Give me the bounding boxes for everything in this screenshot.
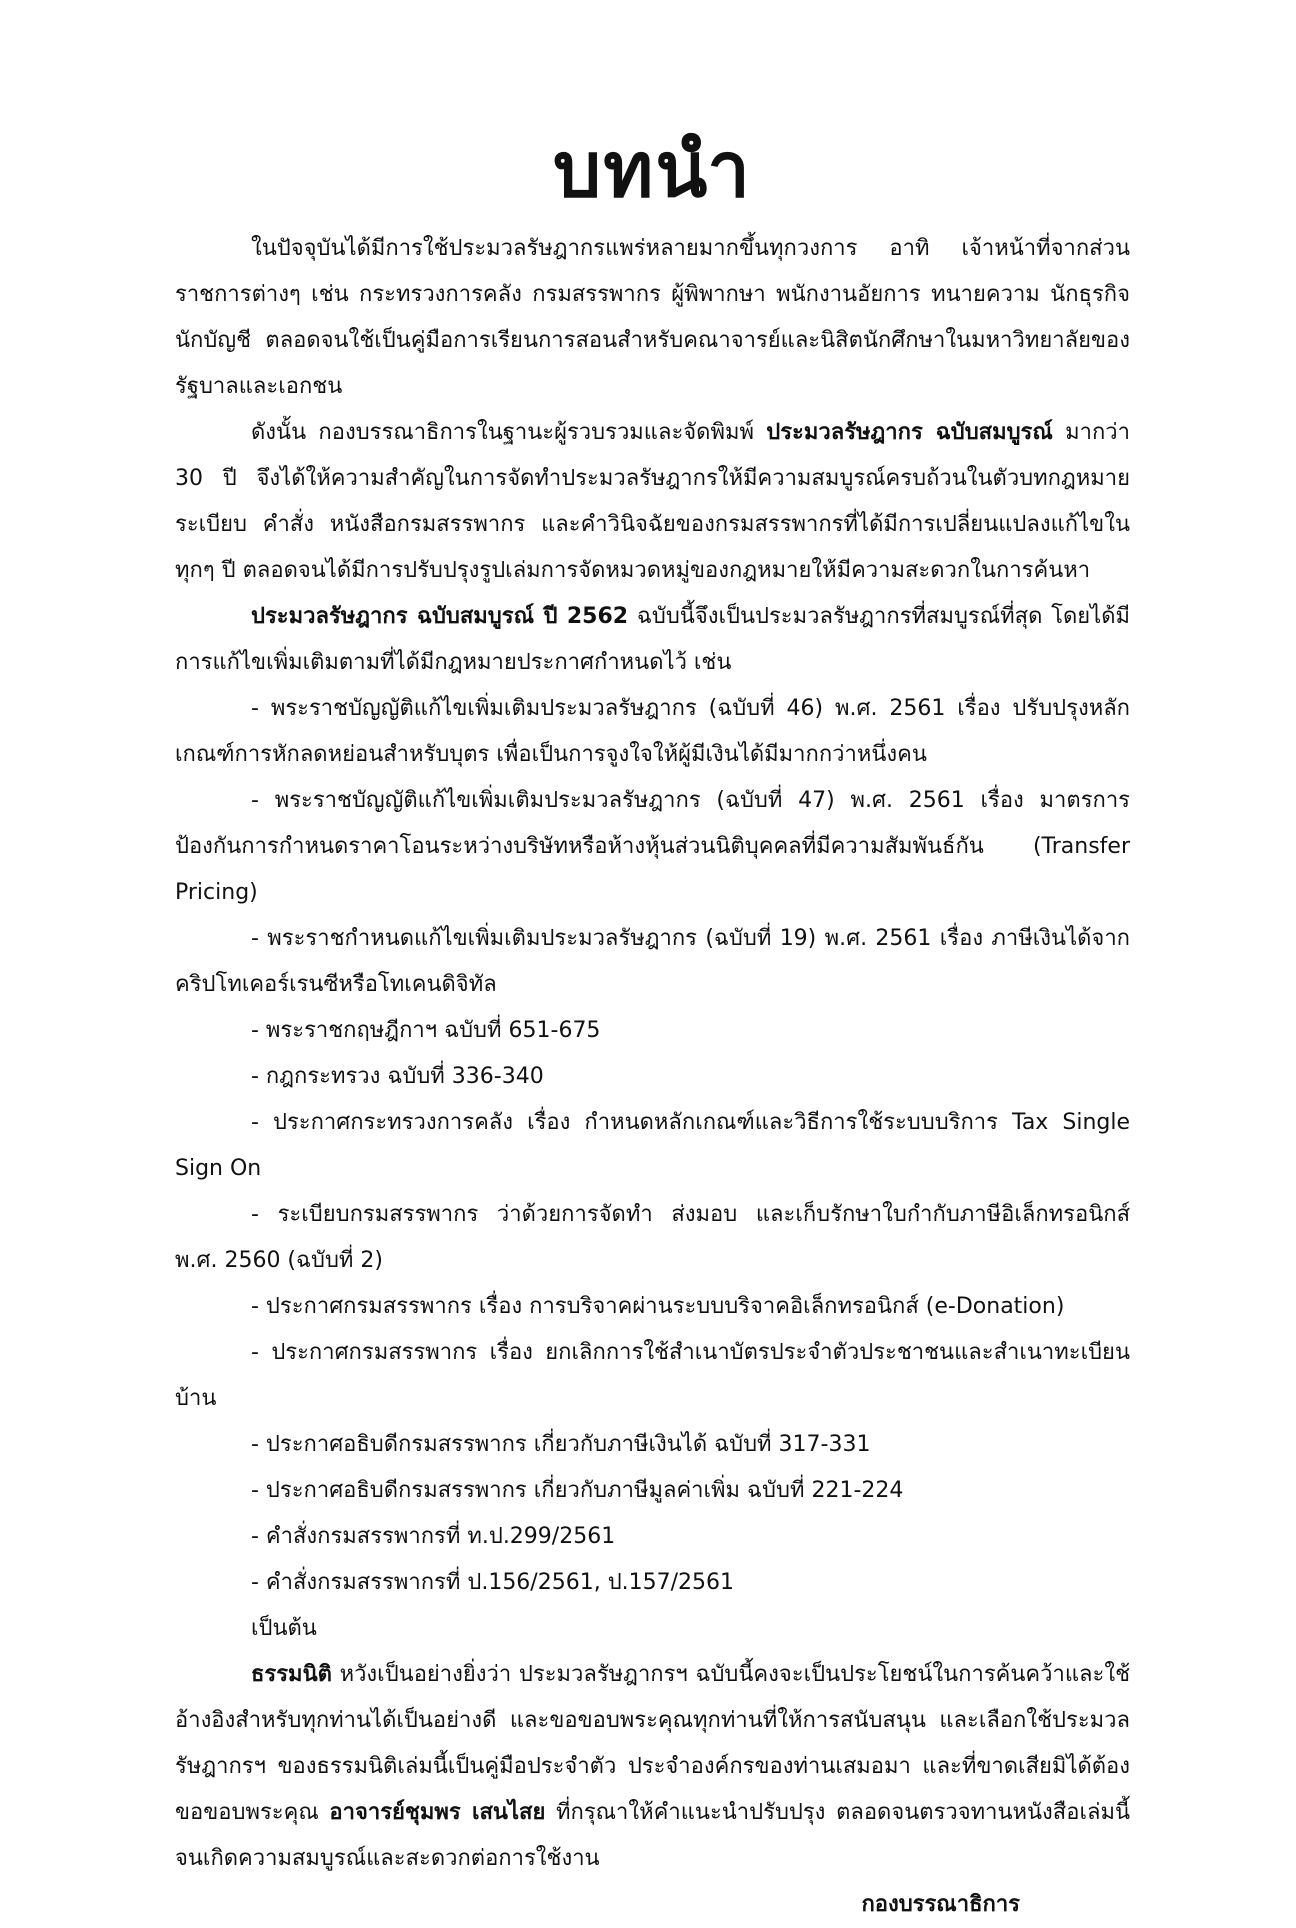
list-item: - กฎกระทรวง ฉบับที่ 336-340 <box>251 1064 544 1089</box>
list-item: - พระราชกำหนดแก้ไขเพิ่มเติมประมวลรัษฎากร (ฉบับที่ 19) พ.ศ. 2561 เรื่อง ภาษีเงินได้จากคริปโทเคอร์เรนซีหรือโทเคนดิจิทัล <box>175 926 1130 997</box>
thanks-post: ที่กรุณาให้คำแนะนำปรับปรุง ตลอดจนตรวจทานหนังสือเล่มนี้จนเกิดความสมบูรณ์และสะดวกต่อการใช้งาน <box>175 1800 1130 1871</box>
editorial-paragraph <box>175 410 1130 594</box>
etc-text: เป็นต้น <box>251 1616 317 1641</box>
edition-post: ฉบับนี้จึงเป็นประมวลรัษฎากรที่สมบูรณ์ที่สุด โดยได้มีการแก้ไขเพิ่มเติมตามที่ได้มีกฎหมายประกาศกำหนดไว้ เช่น <box>175 604 1130 675</box>
list-item: - คำสั่งกรมสรรพากรที่ ป.156/2561, ป.157/2561 <box>251 1570 735 1595</box>
intro-paragraph: ในปัจจุบันได้มีการใช้ประมวลรัษฎากรแพร่หลายมากขึ้นทุกวงการ อาทิ เจ้าหน้าที่จากส่วนราชการต่างๆ เช่น กระทรวงการคลัง กรมสรรพากร ผู้พิพากษา พนักงานอัยการ ทนายความ นักธุรกิจ นักบัญชี ตลอดจนใช้เป็นคู่มือการเรียนการสอนสำหรับคณาจารย์และนิสิตนักศึกษาในมหาวิทยาลัยของรัฐบาลและเอกชน <box>175 236 1130 399</box>
thanks-paragraph <box>175 1652 1130 1882</box>
signature: กองบรรณาธิการ <box>861 1892 1020 1917</box>
advisor-name: อาจารย์ชุมพร เสนไสย <box>329 1800 546 1825</box>
list-item: - ประกาศอธิบดีกรมสรรพากร เกี่ยวกับภาษีเงินได้ ฉบับที่ 317-331 <box>251 1432 871 1457</box>
edition-paragraph <box>175 594 1130 686</box>
list-item: - พระราชบัญญัติแก้ไขเพิ่มเติมประมวลรัษฎากร (ฉบับที่ 46) พ.ศ. 2561 เรื่อง ปรับปรุงหลักเกณฑ์การหักลดหย่อนสำหรับบุตร เพื่อเป็นการจูงใจให้ผู้มีเงินได้มีมากกว่าหนึ่งคน <box>175 696 1130 767</box>
editorial-post: มากว่า 30 ปี จึงได้ให้ความสำคัญในการจัดทำประมวลรัษฎากรให้มีความสมบูรณ์ครบถ้วนในตัวบทกฎหมาย ระเบียบ คำสั่ง หนังสือกรมสรรพากร และคำวินิจฉัยของกรมสรรพากรที่ได้มีการเปลี่ยนแปลงแก้ไขในทุกๆ ปี ตลอดจนได้มีการปรับปรุงรูปเล่มการจัดหมวดหมู่ของกฎหมายให้มีความสะดวกในการค้นหา <box>175 420 1130 583</box>
list-item: - ระเบียบกรมสรรพากร ว่าด้วยการจัดทำ ส่งมอบ และเก็บรักษาใบกำกับภาษีอิเล็กทรอนิกส์ พ.ศ. 2560 (ฉบับที่ 2) <box>175 1202 1130 1273</box>
edition-title: ประมวลรัษฎากร ฉบับสมบูรณ์ ปี 2562 <box>251 604 629 629</box>
list-item: - คำสั่งกรมสรรพากรที่ ท.ป.299/2561 <box>251 1524 616 1549</box>
list-item: - ประกาศกรมสรรพากร เรื่อง การบริจาคผ่านระบบบริจาคอิเล็กทรอนิกส์ (e-Donation) <box>251 1294 1065 1319</box>
list-item: - ประกาศกระทรวงการคลัง เรื่อง กำหนดหลักเกณฑ์และวิธีการใช้ระบบบริการ Tax Single Sign On <box>175 1110 1130 1181</box>
list-item: - ประกาศอธิบดีกรมสรรพากร เกี่ยวกับภาษีมูลค่าเพิ่ม ฉบับที่ 221-224 <box>251 1478 904 1503</box>
editorial-book-title: ประมวลรัษฎากร ฉบับสมบูรณ์ <box>766 420 1053 445</box>
publisher-name: ธรรมนิติ <box>251 1662 332 1687</box>
thanks-mid: หวังเป็นอย่างยิ่งว่า ประมวลรัษฎากรฯ ฉบับนี้คงจะเป็นประโยชน์ในการค้นคว้าและใช้อ้างอิงสำหรับทุกท่านได้เป็นอย่างดี และขอขอบพระคุณทุกท่านที่ให้การสนับสนุน และเลือกใช้ประมวลรัษฎากรฯ ของธรรมนิติเล่มนี้เป็นคู่มือประจำตัว ประจำองค์กรของท่านเสมอมา และที่ขาดเสียมิได้ต้องขอขอบพระคุณ <box>175 1662 1130 1825</box>
list-item: - ประกาศกรมสรรพากร เรื่อง ยกเลิกการใช้สำเนาบัตรประจำตัวประชาชนและสำเนาทะเบียนบ้าน <box>175 1340 1130 1411</box>
list-item: - พระราชบัญญัติแก้ไขเพิ่มเติมประมวลรัษฎากร (ฉบับที่ 47) พ.ศ. 2561 เรื่อง มาตรการป้องกันการกำหนดราคาโอนระหว่างบริษัทหรือห้างหุ้นส่วนนิติบุคคลที่มีความสัมพันธ์กัน (Transfer Pricing) <box>175 788 1130 905</box>
editorial-pre: ดังนั้น กองบรรณาธิการในฐานะผู้รวบรวมและจัดพิมพ์ <box>251 420 767 445</box>
list-item: - พระราชกฤษฎีกาฯ ฉบับที่ 651-675 <box>251 1018 601 1043</box>
page-title: บทนำ <box>553 125 752 214</box>
